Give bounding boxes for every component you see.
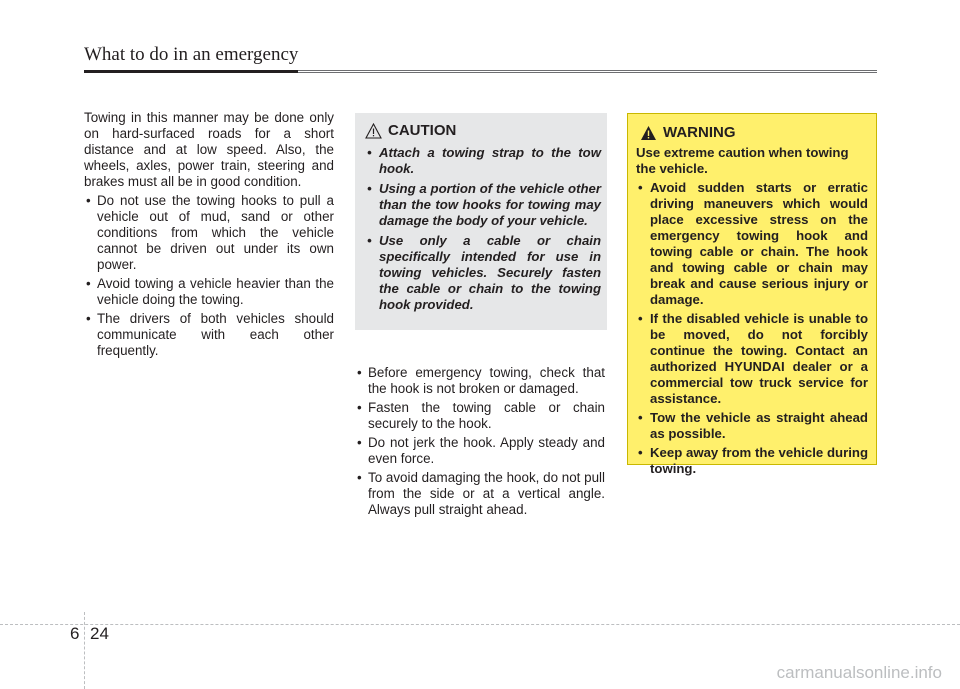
list-item: • Fasten the towing cable or chain securely to the hook. [355,400,605,432]
caution-header [365,122,601,139]
footer-rule [0,624,960,625]
caution-title: CAUTION [388,122,457,139]
list-item: • To avoid damaging the hook, do not pull from the side or at a vertical angle. Always pull straight ahead. [355,470,605,518]
list-item: • Avoid towing a vehicle heavier than the vehicle doing the towing. [84,276,334,308]
list-item: • Before emergency towing, check that the hook is not broken or damaged. [355,365,605,397]
middle-bullet-list [355,365,605,518]
caution-list [365,145,601,313]
list-item: • Do not use the towing hooks to pull a vehicle out of mud, sand or other conditions from which the vehicle cannot be driven out under its own power. [84,193,334,273]
list-item: • Keep away from the vehicle during towing. [636,445,868,477]
caution-box [355,113,607,330]
page-title: What to do in an emergency [84,44,299,65]
warning-list [636,180,868,477]
list-item: • Use only a cable or chain specifically intended for use in towing vehicles. Securely fasten the cable or chain to the towing hook provided. [365,233,601,313]
intro-paragraph: Towing in this manner may be done only on hard-surfaced roads for a short distance and at low speed. Also, the wheels, axles, power train, steering and brakes must all be in good condition. [84,110,334,189]
left-column [84,110,334,362]
list-item: • Avoid sudden starts or erratic driving maneuvers which would place excessive stress on the emergency towing hook and towing cable or chain. The hook and towing cable or chain may break and cause serious injury or damage. [636,180,868,308]
footer-divider [84,612,85,689]
left-bullet-list [84,193,334,359]
warning-intro: Use extreme caution when towing the vehicle. [636,145,849,176]
chapter-number: 6 [70,624,80,643]
list-item: • The drivers of both vehicles should communicate with each other frequently. [84,311,334,359]
watermark: carmanualsonline.info [776,663,942,682]
list-item: • Tow the vehicle as straight ahead as possible. [636,410,868,442]
page-number: 24 [90,624,109,643]
warning-triangle-outline-icon [365,123,382,139]
warning-title: WARNING [663,124,736,141]
list-item: • Do not jerk the hook. Apply steady and even force. [355,435,605,467]
warning-header [640,124,868,141]
warning-box [627,113,877,476]
middle-column [355,365,605,521]
warning-triangle-filled-icon [640,125,657,141]
list-item: • Using a portion of the vehicle other than the tow hooks for towing may damage the body of your vehicle. [365,181,601,229]
list-item: • If the disabled vehicle is unable to be moved, do not forcibly continue the towing. Contact an authorized HYUNDAI dealer or a commercial tow truck service for assistance. [636,311,868,407]
header-rule [84,70,877,73]
list-item: • Attach a towing strap to the tow hook. [365,145,601,177]
